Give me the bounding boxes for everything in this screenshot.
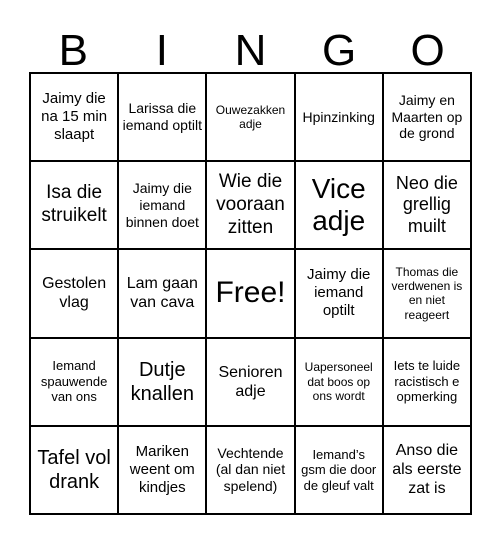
bingo-cell-r5c2[interactable]: Mariken weent om kindjes	[118, 426, 206, 514]
bingo-cell-r5c5[interactable]: Anso die als eerste zat is	[383, 426, 471, 514]
bingo-cell-r1c3[interactable]: Ouwezakken adje	[206, 73, 294, 161]
header-letter-o: O	[410, 26, 445, 75]
bingo-cell-r5c4[interactable]: Iemand’s gsm die door de gleuf valt	[295, 426, 383, 514]
bingo-cell-r1c1[interactable]: Jaimy die na 15 min slaapt	[30, 73, 118, 161]
bingo-cell-r2c5[interactable]: Neo die grellig muilt	[383, 161, 471, 249]
header-letter-i: I	[155, 26, 168, 75]
bingo-board	[29, 72, 472, 515]
bingo-cell-r3c1[interactable]: Gestolen vlag	[30, 249, 118, 337]
bingo-cell-r1c4[interactable]: Hpinzinking	[295, 73, 383, 161]
bingo-cell-r2c3[interactable]: Wie die vooraan zitten	[206, 161, 294, 249]
bingo-cell-r4c2[interactable]: Dutje knallen	[118, 338, 206, 426]
bingo-cell-r4c4[interactable]: Uapersoneel dat boos op ons wordt	[295, 338, 383, 426]
bingo-cell-r3c2[interactable]: Lam gaan van cava	[118, 249, 206, 337]
bingo-cell-free[interactable]: Free!	[206, 249, 294, 337]
bingo-cell-r3c4[interactable]: Jaimy die iemand optilt	[295, 249, 383, 337]
bingo-header	[29, 28, 472, 74]
bingo-cell-r4c1[interactable]: Iemand spauwende van ons	[30, 338, 118, 426]
bingo-cell-r2c4[interactable]: Vice adje	[295, 161, 383, 249]
bingo-cell-r5c1[interactable]: Tafel vol drank	[30, 426, 118, 514]
bingo-cell-r3c5[interactable]: Thomas die verdwenen is en niet reageert	[383, 249, 471, 337]
bingo-cell-r1c5[interactable]: Jaimy en Maarten op de grond	[383, 73, 471, 161]
bingo-cell-r1c2[interactable]: Larissa die iemand optilt	[118, 73, 206, 161]
bingo-cell-r5c3[interactable]: Vechtende (al dan niet spelend)	[206, 426, 294, 514]
header-letter-n: N	[234, 26, 267, 75]
bingo-cell-r4c3[interactable]: Senioren adje	[206, 338, 294, 426]
header-letter-g: G	[321, 26, 357, 75]
header-letter-b: B	[58, 26, 88, 75]
bingo-cell-r2c1[interactable]: Isa die struikelt	[30, 161, 118, 249]
bingo-cell-r4c5[interactable]: Iets te luide racistisch e opmerking	[383, 338, 471, 426]
bingo-cell-r2c2[interactable]: Jaimy die iemand binnen doet	[118, 161, 206, 249]
